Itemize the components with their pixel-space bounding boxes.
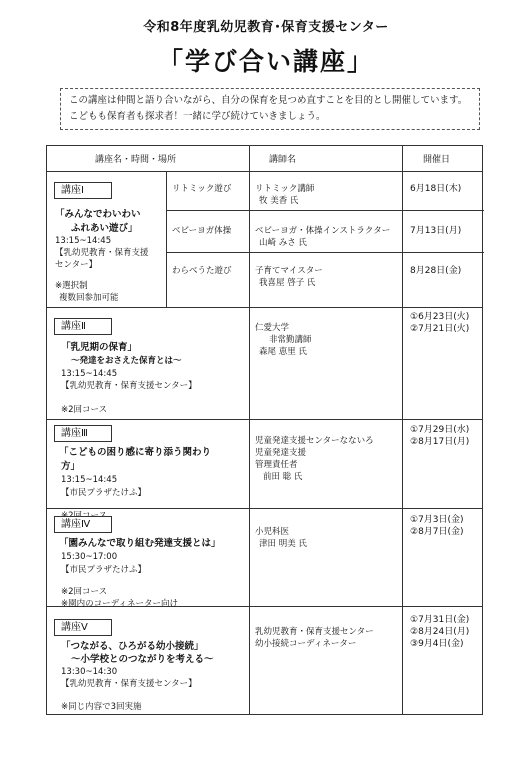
course-note: 複数回参加可能 [59, 293, 119, 303]
session-date: ②8月17日(月) [410, 437, 470, 447]
session-date: 8月28日(金) [410, 266, 462, 276]
sub-row-divider [166, 252, 484, 253]
row-divider [47, 508, 482, 509]
course-title: 「こどもの困り感に寄り添う関わり [59, 447, 212, 458]
session-date: 7月13日(月) [410, 226, 462, 236]
course-title: ふれあい遊び」 [71, 223, 138, 234]
session-date: ②7月21日(火) [410, 324, 470, 334]
course-place: 【乳幼児教育・保育支援センター】 [61, 381, 197, 391]
course-place: 【市民プラザたけふ】 [61, 488, 147, 498]
lecturer-name: 津田 明美 氏 [259, 539, 307, 549]
row-divider [47, 307, 482, 308]
course-title: 方」 [61, 461, 81, 472]
course-table [46, 145, 483, 715]
session-date: ②8月7日(金) [410, 527, 464, 537]
page-subtitle: 令和8年度乳幼児教育･保育支援センター [143, 20, 389, 35]
course-note: ※同じ内容で3回実施 [61, 702, 142, 712]
sub-column-divider [166, 171, 167, 307]
session-date: ①7月29日(水) [410, 425, 470, 435]
course-note: ※園内のコーディネーター向け [61, 599, 178, 609]
course-place: 【乳幼児教育・保育支援センター】 [61, 679, 197, 689]
lecturer-name: 前田 聡 氏 [263, 472, 303, 482]
session-date: ①7月3日(金) [410, 515, 464, 525]
course-note: ※選択制 [55, 281, 88, 291]
course-place: センター】 [55, 260, 98, 270]
lecturer-name: 非常勤講師 [269, 335, 312, 345]
course-title: 「園みんなで取り組む発達支援とは」 [59, 538, 221, 549]
session-date: 6月18日(木) [410, 184, 462, 194]
header-date: 開催日 [423, 155, 451, 165]
course-place: 【乳幼児教育・保育支援 [55, 248, 149, 258]
course-note: ※2回コース [61, 405, 108, 415]
course-time: 13:15~14:45 [61, 475, 118, 485]
intro-line-2: こどもも保育者も探求者！一緒に学び続けていきましょう。 [69, 111, 326, 122]
header-lecturer: 講師名 [269, 155, 297, 165]
header-course: 講座名・時間・場所 [95, 155, 177, 165]
column-divider [402, 146, 403, 714]
course-time: 15:30~17:00 [61, 552, 118, 562]
lecturer-name: 小児科医 [255, 527, 290, 537]
course-badge: 講座Ⅲ [54, 425, 112, 442]
sub-session-name: わらべうた遊び [172, 266, 232, 276]
lecturer-name: 児童発達支援センターなないろ [255, 436, 374, 446]
sub-session-name: ベビーヨガ体操 [172, 226, 232, 236]
session-date: ②8月24日(月) [410, 627, 470, 637]
row-divider [47, 171, 482, 172]
course-place: 【市民プラザたけふ】 [61, 565, 147, 575]
course-badge: 講座Ⅳ [54, 516, 112, 533]
course-title: 「乳児期の保育」 [61, 342, 138, 353]
session-date: ①7月31日(金) [410, 615, 470, 625]
course-badge: 講座Ⅴ [54, 619, 112, 636]
course-badge: 講座Ⅱ [54, 318, 112, 335]
course-title: 「つながる、ひろがる幼小接続」 [61, 641, 204, 652]
lecturer-name: リトミック講師 [255, 184, 315, 194]
session-date: ③9月4日(金) [410, 639, 464, 649]
lecturer-name: 子育てマイスター [255, 266, 323, 276]
course-subtitle: ～小学校とのつながりを考える～ [71, 654, 214, 665]
row-divider [47, 419, 482, 420]
sub-row-divider [166, 210, 484, 211]
lecturer-name: 児童発達支援 [255, 448, 307, 458]
intro-box [60, 88, 480, 130]
lecturer-name: 山崎 みさ 氏 [259, 238, 307, 248]
course-badge: 講座Ⅰ [54, 182, 112, 199]
session-date: ①6月23日(火) [410, 312, 470, 322]
course-time: 13:30~14:30 [61, 667, 118, 677]
course-subtitle: ～発達をおさえた保育とは～ [71, 356, 182, 366]
lecturer-name: 幼小接続コーディネーター [255, 639, 357, 649]
course-time: 13:15~14:45 [55, 236, 112, 246]
page-title: 「学び合い講座」 [157, 47, 374, 76]
lecturer-name: 仁愛大学 [255, 323, 290, 333]
course-note: ※2回コース [61, 587, 108, 597]
lecturer-name: 牧 美香 氏 [259, 196, 299, 206]
lecturer-name: 我喜屋 啓子 氏 [259, 278, 316, 288]
course-time: 13:15~14:45 [61, 369, 118, 379]
intro-line-1: この講座は仲間と語り合いながら、自分の保育を見つめ直すことを目的とし開催しています。 [69, 95, 468, 106]
lecturer-name: ベビーヨガ・体操インストラクター [255, 226, 391, 236]
column-divider [249, 146, 250, 714]
sub-session-name: リトミック遊び [172, 184, 232, 194]
lecturer-name: 乳幼児教育・保育支援センター [255, 627, 374, 637]
course-title: 「みんなでわいわい [55, 209, 141, 220]
lecturer-name: 森尾 恵里 氏 [259, 347, 307, 357]
lecturer-name: 管理責任者 [255, 460, 298, 470]
